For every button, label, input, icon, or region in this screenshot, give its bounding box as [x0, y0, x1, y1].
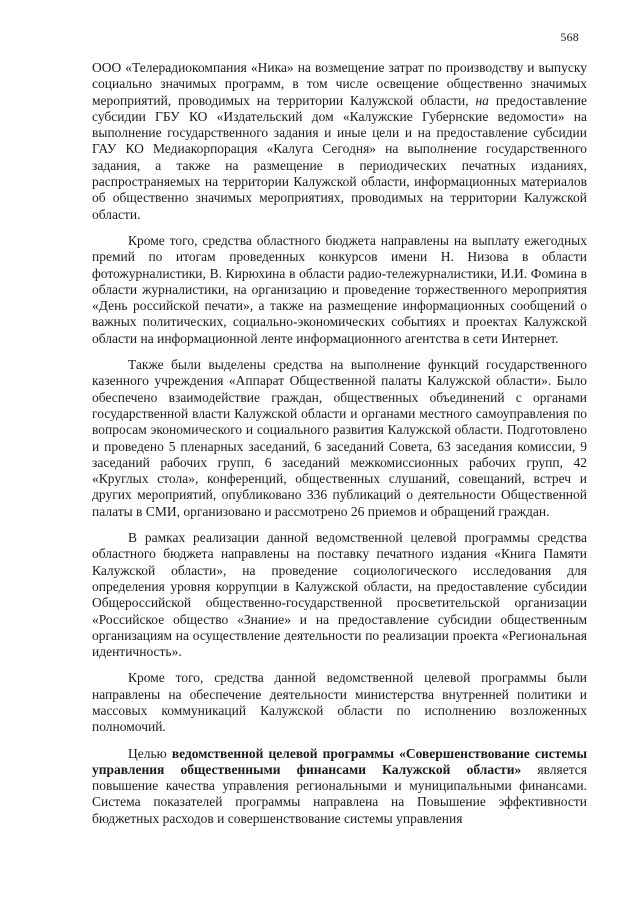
paragraph-subsidies	[92, 60, 587, 223]
paragraph-public-chamber: Также были выделены средства на выполнение функций государственного казенного учреждения «Аппарат Общественной палаты Калужской области». Было обеспечено взаимодействие граждан, общественных объединений с органами государственной власти Калужской области и органами местного самоуправления по вопросам экономического и социального развития Калужской области. Подготовлено и проведено 5 пленарных заседаний, 6 заседаний Совета, 63 заседания комиссии, 9 заседаний рабочих групп, 6 заседаний межкомиссионных рабочих групп, 42 «Круглых стола», конференций, общественных слушаний, совещаний, встреч и других мероприятий, опубликовано 336 публикаций о деятельности Общественной палаты в СМИ, организовано и рассмотрено 26 приемов и обращений граждан.	[92, 357, 587, 519]
paragraph-text: Целью	[128, 745, 172, 761]
paragraph-text: предоставление субсидии ГБУ КО «Издательский дом «Калужские Губернские ведомости» на выполнение государственного задания и иные цели и на предоставление субсидии ГАУ КО Медиакорпорация «Калуга Сегодня» на выполнение государственного задания, а также на размещение в периодических печатных изданиях, распространяемых на территории Калужской области, информационных материалов об общественно значимых мероприятиях, проводимых на территории Калужской области.	[92, 92, 587, 222]
paragraph-awards: Кроме того, средства областного бюджета направлены на выплату ежегодных премий по итогам проведенных конкурсов имени Н. Низова в области фотожурналистики, В. Кирюхина в области радио-тележурналистики, И.И. Фомина в области журналистики, на организацию и проведение торжественного мероприятия «День российской печати», а также на размещение информационных сообщений о важных политических, социально-экономических событиях и проектах Калужской области на информационной ленте информационного агентства в сети Интернет.	[92, 232, 587, 346]
paragraph-program-funds: В рамках реализации данной ведомственной целевой программы средства областного бюджета направлены на поставку печатного издания «Книга Памяти Калужской области», на проведение социологического исследования для определения уровня коррупции в Калужской области, на предоставление субсидии Общероссийской общественно-государственной просветительской организации «Российское общество «Знание» и на предоставление субсидии общественным организациям на осуществление деятельности по реализации проекта «Региональная идентичность».	[92, 530, 587, 660]
paragraph-text: ООО «Телерадиокомпания «Ника» на возмещение затрат по производству и выпуску социально значимых программ, в том числе освещение общественно значимых мероприятий, проводимых на территории Калужской области,	[92, 60, 587, 108]
paragraph-text: является повышение качества управления региональными и муниципальными финансами. Система показателей программы направлена на Повышение эффективности бюджетных расходов и совершенствование системы управления	[92, 761, 587, 826]
document-body	[92, 60, 587, 837]
paragraph-italic-text: на	[475, 92, 489, 108]
paragraph-ministry: Кроме того, средства данной ведомственной целевой программы были направлены на обеспечение деятельности министерства внутренней политики и массовых коммуникаций Калужской области по исполнению возложенных полномочий.	[92, 670, 587, 735]
paragraph-program-goal	[92, 746, 587, 827]
program-name-bold: ведомственной целевой программы «Совершенствование системы управления общественными финансами Калужской области»	[92, 745, 587, 777]
page-number: 568	[560, 30, 579, 44]
